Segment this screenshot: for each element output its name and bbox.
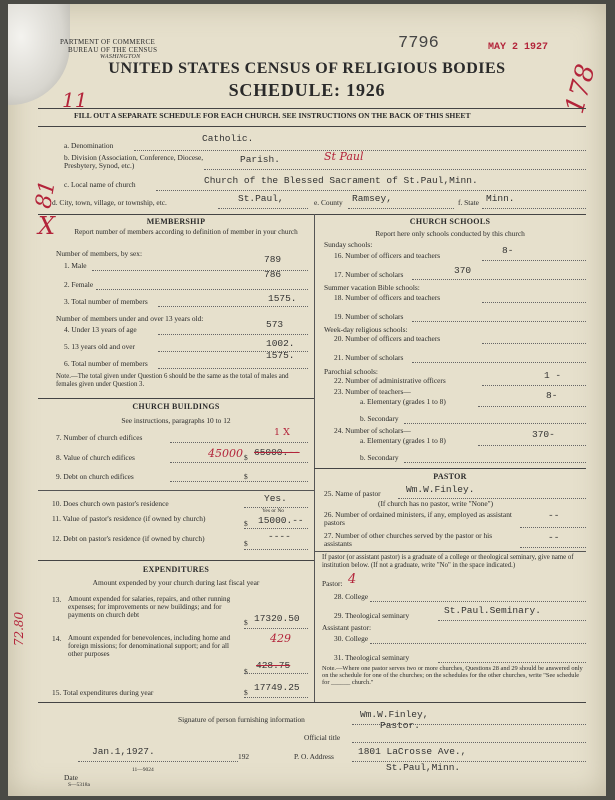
dotted-line <box>244 628 308 629</box>
q19-label: 19. Number of scholars <box>334 312 404 321</box>
q16-label: 16. Number of officers and teachers <box>334 251 441 260</box>
census-schedule-sheet <box>8 4 606 796</box>
po-address-label: P. O. Address <box>294 752 334 761</box>
dotted-line <box>482 260 586 261</box>
q9-dollar: $ <box>244 472 248 481</box>
q23b-label: b. Secondary <box>360 414 399 423</box>
q24b-label: b. Secondary <box>360 453 399 462</box>
dotted-line <box>156 190 586 191</box>
expenditures-title: EXPENDITURES <box>142 565 210 574</box>
dotted-line <box>412 279 586 280</box>
q30-label: 30. College <box>334 634 369 643</box>
membership-note: Note.—The total given under Question 6 should be the same as the total of males and females given under Question 3. <box>56 373 289 388</box>
q7-value: 1 X <box>274 427 290 438</box>
dotted-line <box>352 742 586 743</box>
q27-label: 27. Number of other churches served by the pastor or his assistants <box>324 531 493 549</box>
parochial-label: Parochial schools: <box>324 367 378 376</box>
dotted-line <box>404 423 586 424</box>
date-value: Jan.1,1927. <box>92 746 155 757</box>
q3-label: 3. Total number of members <box>64 297 148 306</box>
q24-label: 24. Number of scholars— <box>334 426 411 435</box>
q10-label: 10. Does church own pastor's residence <box>52 499 169 508</box>
handwritten-margin-number: 72.80 <box>12 611 27 647</box>
members-by-sex-label: Number of members, by sex: <box>56 249 142 258</box>
q15-dollar: $ <box>244 688 248 697</box>
dotted-line <box>96 289 308 290</box>
graduate-note: If pastor (or assistant pastor) is a graduate of a college or theological seminary, give name of institution below. (If not a graduate, write "No" in the space indicated.) <box>322 554 574 569</box>
q1-value: 789 <box>264 254 282 265</box>
dotted-line <box>158 334 308 335</box>
state-value: Minn. <box>486 193 515 204</box>
q14-number: 14. <box>52 634 62 643</box>
dotted-line <box>370 643 586 644</box>
schedule-title: SCHEDULE: 1926 <box>228 80 386 100</box>
q31-label: 31. Theological seminary <box>334 653 410 662</box>
date-label: Date <box>64 773 78 782</box>
summer-label: Summer vacation Bible schools: <box>324 283 420 292</box>
dotted-line <box>412 362 586 363</box>
q25-value: Wm.W.Finley. <box>406 484 475 495</box>
city-value: St.Paul, <box>238 193 284 204</box>
q29-label: 29. Theological seminary <box>334 611 410 620</box>
pastor-note: Note.—Where one pastor serves two or more churches, Questions 28 and 29 should be answered only on the schedule for one of the churches; on the schedules for the other churches, write "See schedule for ______ church." <box>322 665 583 687</box>
dotted-line <box>478 445 586 446</box>
dotted-line <box>482 385 586 386</box>
q16-value: 8- <box>502 245 514 256</box>
membership-intro: Report number of members according to definition of member in your church <box>74 228 298 236</box>
q9-label: 9. Debt on church edifices <box>56 472 134 481</box>
q14-dollar: $ <box>244 667 248 676</box>
po-city-value: St.Paul,Minn. <box>386 762 461 773</box>
dotted-line <box>158 368 308 369</box>
q4-label: 4. Under 13 years of age <box>64 325 137 334</box>
city-label-d: d. City, town, village, or township, etc. <box>52 198 167 207</box>
county-value: Ramsey, <box>352 193 392 204</box>
sunday-label: Sunday schools: <box>324 240 373 249</box>
dotted-line <box>170 442 308 443</box>
q1-label: 1. Male <box>64 261 87 270</box>
q27-value: -- <box>548 532 560 543</box>
dotted-line <box>244 549 308 550</box>
q13-value: 17320.50 <box>254 613 300 624</box>
q23a-value: 8- <box>546 390 558 401</box>
under-over-label: Number of members under and over 13 years old: <box>56 314 204 323</box>
q26-label: 26. Number of ordained ministers, if any, employed as assistant pastors <box>324 510 512 528</box>
division-label: b. Division (Association, Conference, Diocese, Presbytery, Synod, etc.) <box>64 153 204 171</box>
schools-title: CHURCH SCHOOLS <box>409 217 491 226</box>
dotted-line <box>404 462 586 463</box>
church-name-label: c. Local name of church <box>64 180 136 189</box>
membership-title: MEMBERSHIP <box>146 217 206 226</box>
signature-label: Signature of person furnishing information <box>178 715 305 724</box>
yes-no-hint: Yes or No <box>262 508 285 514</box>
q5-label: 5. 13 years old and over <box>64 342 136 351</box>
dotted-line <box>348 208 454 209</box>
buildings-see: See instructions, paragraphs 10 to 12 <box>121 416 231 425</box>
q22-value: 1 - <box>544 370 562 381</box>
q2-value: 786 <box>264 269 282 280</box>
dotted-line <box>438 662 586 663</box>
dotted-line <box>370 601 586 602</box>
dotted-line <box>78 761 238 762</box>
handwritten-4: 4 <box>348 572 357 587</box>
section-rule <box>314 468 586 469</box>
dotted-line <box>244 673 308 674</box>
print-code: 11—9024 <box>132 767 154 773</box>
state-label: f. State <box>458 198 479 207</box>
dotted-line <box>482 208 586 209</box>
q25-sub: (If church has no pastor, write "None") <box>378 499 494 508</box>
q23a-label: a. Elementary (grades 1 to 8) <box>360 397 446 406</box>
q22-label: 22. Number of administrative officers <box>334 376 446 385</box>
handwritten-eleven: 11 <box>62 88 88 112</box>
q12-value: ---- <box>268 531 291 542</box>
instruction-rule <box>38 126 586 127</box>
q13-label: Amount expended for salaries, repairs, and other running expenses; for improvements or new buildings; and for payments on church debt <box>68 595 231 619</box>
dotted-line <box>520 547 586 548</box>
q15-value: 17749.25 <box>254 682 300 693</box>
dotted-line <box>482 343 586 344</box>
q11-label: 11. Value of pastor's residence (if owned by church) <box>52 514 206 523</box>
section-rule <box>38 214 586 215</box>
q5-value: 1002. <box>266 338 295 349</box>
q21-label: 21. Number of scholars <box>334 353 404 362</box>
section-rule <box>38 398 314 399</box>
q4-value: 573 <box>266 319 284 330</box>
q11-value: 15000.-- <box>258 515 304 526</box>
q6-value: 1575. <box>266 350 295 361</box>
q3-value: 1575. <box>268 293 297 304</box>
dotted-line <box>244 697 308 698</box>
q23-label: 23. Number of teachers— <box>334 387 411 396</box>
q26-value: -- <box>548 510 560 521</box>
q25-label: 25. Name of pastor <box>324 489 381 498</box>
dotted-line <box>412 321 586 322</box>
assistant-pastor-label: Assistant pastor: <box>322 623 372 632</box>
q8-label: 8. Value of church edifices <box>56 453 135 462</box>
bureau-label: BUREAU OF THE CENSUS <box>68 46 158 54</box>
handwritten-81: 81 <box>31 178 61 211</box>
dotted-line <box>170 481 308 482</box>
q14-handwriting: 429 <box>270 632 291 645</box>
q29-value: St.Paul.Seminary. <box>444 605 541 616</box>
column-divider <box>314 214 315 702</box>
q18-label: 18. Number of officers and teachers <box>334 293 441 302</box>
denomination-label: a. Denomination <box>64 141 114 150</box>
dotted-line <box>158 306 308 307</box>
schools-intro: Report here only schools conducted by this church <box>375 229 525 238</box>
denomination-value: Catholic. <box>202 133 254 144</box>
weekday-label: Week-day religious schools: <box>324 325 408 334</box>
q7-label: 7. Number of church edifices <box>56 433 143 442</box>
rule <box>314 551 586 552</box>
q14-label: Amount expended for benevolences, including home and foreign missions; for denominational support; and for all other purposes <box>68 634 231 658</box>
po-address-value: 1801 LaCrosse Ave., <box>358 746 467 757</box>
pastor-sub-label: Pastor: <box>322 579 343 588</box>
q13-dollar: $ <box>244 618 248 627</box>
q8-value: 65000.-- <box>254 447 300 458</box>
division-value: Parish. <box>240 154 280 165</box>
handwritten-x: X <box>38 212 56 240</box>
division-handwriting: St Paul <box>324 150 364 163</box>
section-rule <box>38 560 314 561</box>
q8-handwriting: 45000 <box>208 447 243 460</box>
q14-value: 428.75 <box>256 660 291 671</box>
dotted-line <box>244 528 308 529</box>
q12-dollar: $ <box>244 539 248 548</box>
header-rule <box>38 108 586 109</box>
q10-value: Yes. <box>264 493 287 504</box>
city-label: WASHINGTON <box>100 54 141 60</box>
q17-value: 370 <box>454 265 472 276</box>
q24a-label: a. Elementary (grades 1 to 8) <box>360 436 446 445</box>
buildings-title: CHURCH BUILDINGS <box>132 402 220 411</box>
expenditures-intro: Amount expended by your church during last fiscal year <box>92 578 260 587</box>
dotted-line <box>438 620 586 621</box>
q20-label: 20. Number of officers and teachers <box>334 334 441 343</box>
official-title-value: Pastor. <box>380 720 420 731</box>
department-label: PARTMENT OF COMMERCE <box>60 38 156 46</box>
form-title: UNITED STATES CENSUS OF RELIGIOUS BODIES <box>108 60 506 77</box>
q17-label: 17. Number of scholars <box>334 270 404 279</box>
q12-label: 12. Debt on pastor's residence (if owned by church) <box>52 534 205 543</box>
q24a-value: 370- <box>532 429 555 440</box>
q2-label: 2. Female <box>64 280 94 289</box>
dotted-line <box>478 406 586 407</box>
dotted-line <box>482 302 586 303</box>
county-label: e. County <box>314 198 343 207</box>
dotted-line <box>218 208 308 209</box>
rule <box>38 490 314 491</box>
q28-label: 28. College <box>334 592 369 601</box>
q11-dollar: $ <box>244 519 248 528</box>
section-rule <box>38 702 586 703</box>
q6-label: 6. Total number of members <box>64 359 148 368</box>
official-title-label: Official title <box>304 733 341 742</box>
church-name-value: Church of the Blessed Sacrament of St.Paul,Minn. <box>204 175 478 186</box>
signature-value: Wm.W.Finley, <box>360 709 429 720</box>
date-suffix: 192 <box>238 752 250 761</box>
q15-label: 15. Total expenditures during year <box>52 688 154 697</box>
pastor-title: PASTOR <box>433 472 467 481</box>
form-number: 7796 <box>398 34 439 53</box>
form-code: S—5318a <box>68 782 90 788</box>
q8-dollar: $ <box>244 453 248 462</box>
instruction-line: FILL OUT A SEPARATE SCHEDULE FOR EACH CHURCH. SEE INSTRUCTIONS ON THE BACK OF THIS SHEET <box>74 111 471 120</box>
handwritten-178: 178 <box>559 61 602 117</box>
dotted-line <box>204 169 586 170</box>
q13-number: 13. <box>52 595 62 604</box>
dotted-line <box>520 527 586 528</box>
received-stamp: MAY 2 1927 <box>488 42 549 53</box>
dotted-line <box>170 462 308 463</box>
